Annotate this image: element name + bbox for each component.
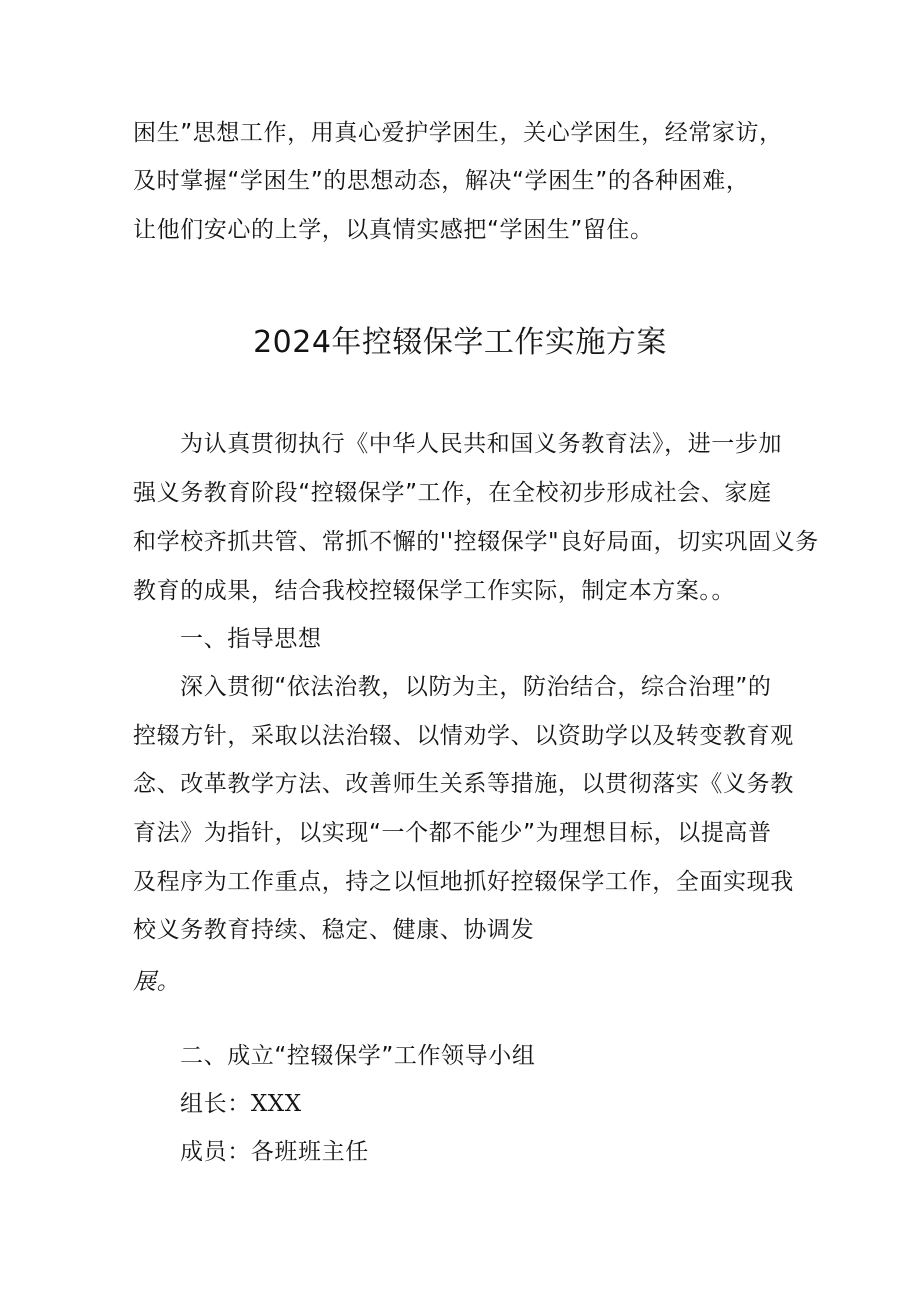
section1-line-3: 念、改革教学方法、改善师生关系等措施，以贯彻落实《义务教 bbox=[133, 771, 794, 797]
intro-line-1: 困生”思想工作，用真心爱护学困生，关心学困生，经常家访， bbox=[133, 120, 783, 146]
section1-line-4: 育法》为指针，以实现“一个都不能少”为理想目标，以提高普 bbox=[133, 820, 772, 846]
section1-line-6: 校义务教育持续、稳定、健康、协调发 bbox=[133, 917, 535, 943]
section1-heading: 一、指导思想 bbox=[180, 626, 322, 652]
document-title: 2024年控辍保学工作实施方案 bbox=[253, 325, 667, 360]
preamble-line-2: 强义务教育阶段“控辍保学”工作，在全校初步形成社会、家庭 bbox=[133, 480, 772, 506]
leader-row bbox=[180, 1088, 302, 1120]
preamble-line-4: 教育的成果，结合我校控辍保学工作实际，制定本方案。。 bbox=[133, 578, 736, 604]
intro-line-2: 及时掌握“学困生”的思想动态，解决“学困生”的各种困难， bbox=[133, 168, 750, 194]
leader-label: 组长： bbox=[180, 1091, 251, 1117]
section1-line-1: 深入贯彻“依法治教，以防为主，防治结合，综合治理”的 bbox=[180, 674, 772, 700]
members-label: 成员： bbox=[180, 1139, 251, 1165]
members-row bbox=[180, 1136, 369, 1168]
section2-heading: 二、成立“控辍保学”工作领导小组 bbox=[180, 1043, 536, 1069]
section1-line-5: 及程序为工作重点，持之以恒地抓好控辍保学工作，全面实现我 bbox=[133, 869, 794, 895]
preamble-line-1: 为认真贯彻执行《中华人民共和国义务教育法》，进一步加 bbox=[180, 431, 783, 457]
preamble-line-3: 和学校齐抓共管、常抓不懈的''控辍保学"良好局面，切实巩固义务 bbox=[133, 529, 819, 555]
members-value: 各班班主任 bbox=[250, 1139, 369, 1165]
leader-value: XXX bbox=[250, 1091, 302, 1117]
section1-trailing: 展。 bbox=[133, 969, 181, 995]
intro-line-3: 让他们安心的上学，以真情实感把“学困生”留住。 bbox=[133, 217, 654, 243]
section1-line-2: 控辍方针，采取以法治辍、以情劝学、以资助学以及转变教育观 bbox=[133, 723, 794, 749]
